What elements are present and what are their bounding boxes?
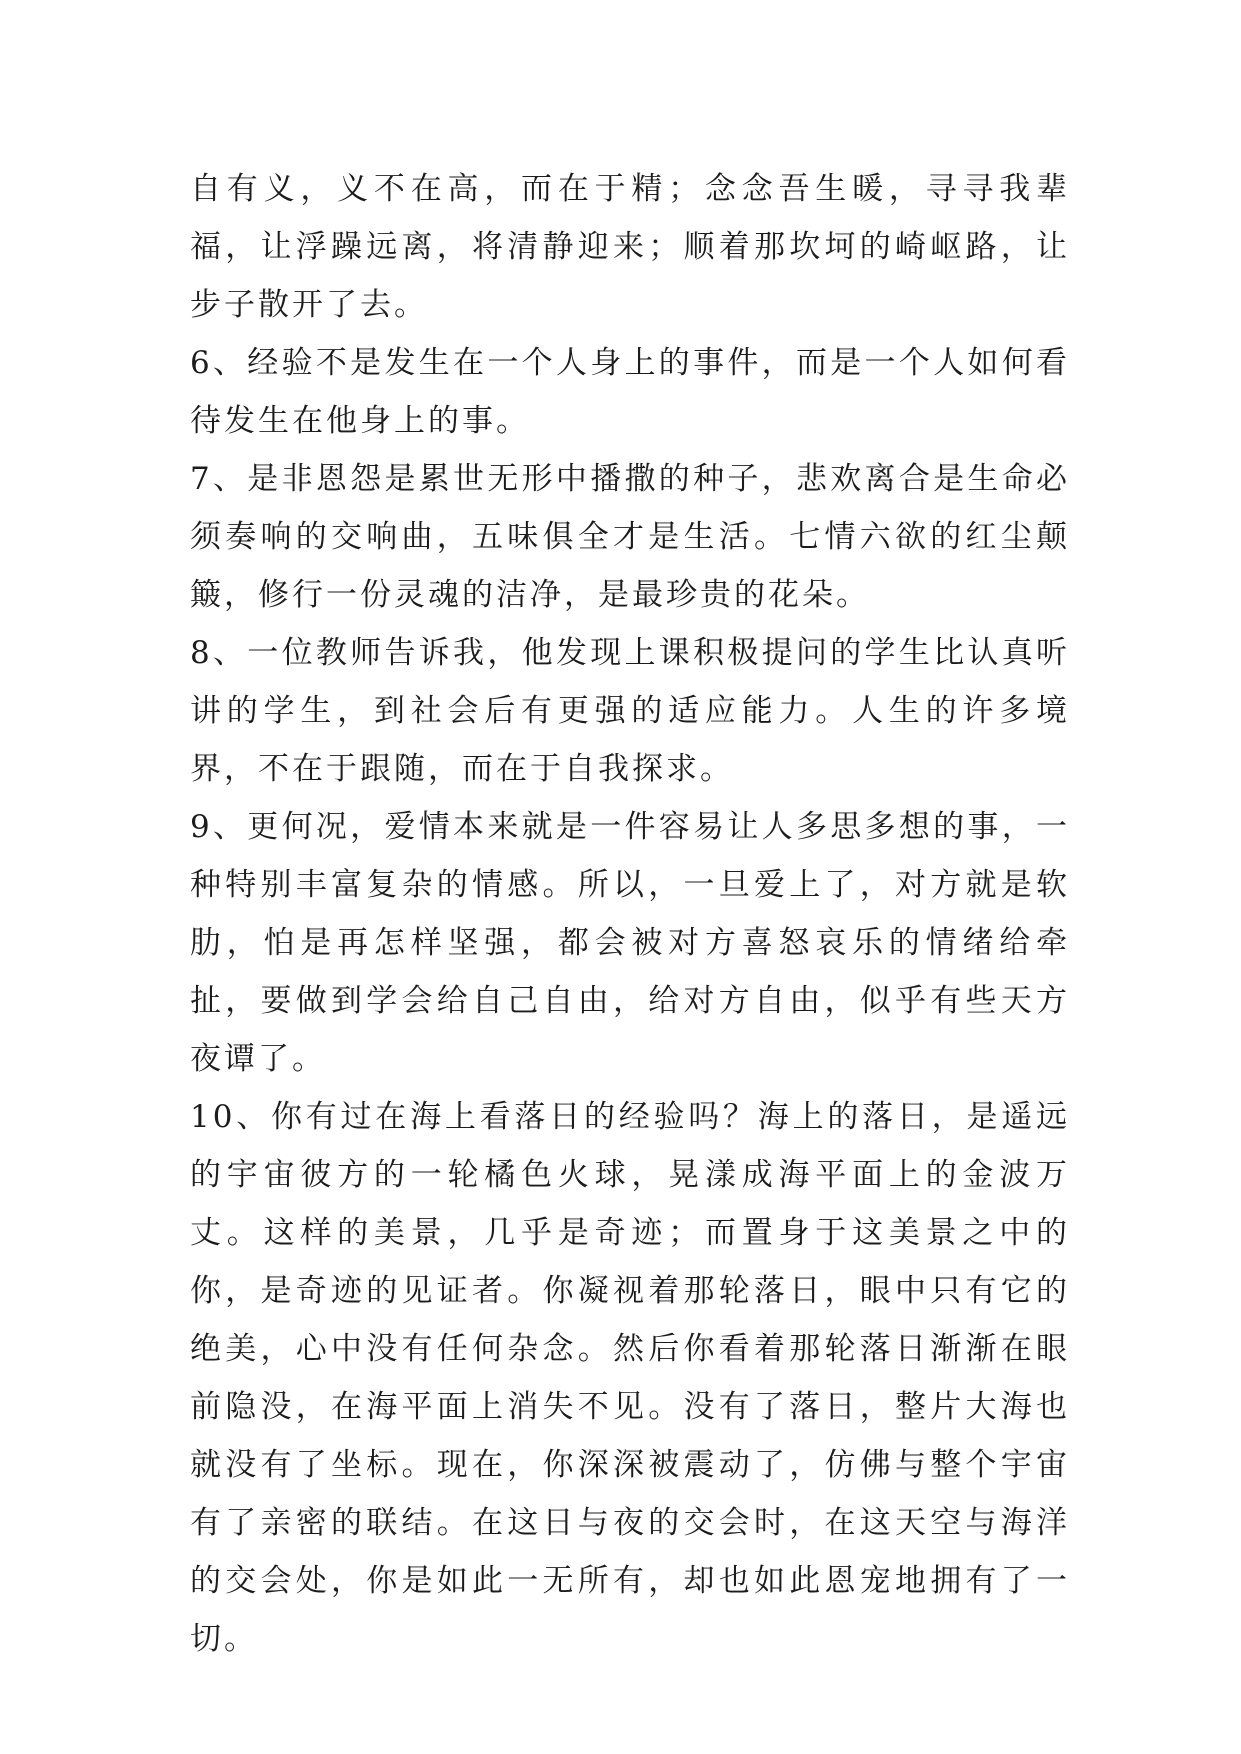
paragraph-item-6: 6、经验不是发生在一个人身上的事件，而是一个人如何看待发生在他身上的事。: [190, 345, 1070, 439]
paragraph-item-10: 10、你有过在海上看落日的经验吗？海上的落日，是遥远的宇宙彼方的一轮橘色火球，晃漾成海平面上的金波万丈。这样的美景，几乎是奇迹；而置身于这美景之中的你，是奇迹的见证者。你凝视着那轮落日，眼中只有它的绝美，心中没有任何杂念。然后你看着那轮落日渐渐在眼前隐没，在海平面上消失不见。没有了落日，整片大海也就没有了坐标。现在，你深深被震动了，仿佛与整个宇宙有了亲密的联结。在这日与夜的交会时，在这天空与海洋的交会处，你是如此一无所有，却也如此恩宠地拥有了一切。: [190, 1099, 1070, 1657]
paragraph-item-8: 8、一位教师告诉我，他发现上课积极提问的学生比认真听讲的学生，到社会后有更强的适应能力。人生的许多境界，不在于跟随，而在于自我探求。: [190, 635, 1070, 787]
paragraph-continuation: 自有义，义不在高，而在于精；念念吾生暖，寻寻我辈福，让浮躁远离，将清静迎来；顺着那坎坷的崎岖路，让步子散开了去。: [190, 171, 1070, 323]
document-page: [190, 160, 1070, 1668]
paragraph-item-9: 9、更何况，爱情本来就是一件容易让人多思多想的事，一种特别丰富复杂的情感。所以，一旦爱上了，对方就是软肋，怕是再怎样坚强，都会被对方喜怒哀乐的情绪给牵扯，要做到学会给自己自由，给对方自由，似乎有些天方夜谭了。: [190, 809, 1070, 1077]
paragraph-item-7: 7、是非恩怨是累世无形中播撒的种子，悲欢离合是生命必须奏响的交响曲，五味俱全才是生活。七情六欲的红尘颠簸，修行一份灵魂的洁净，是最珍贵的花朵。: [190, 461, 1070, 613]
